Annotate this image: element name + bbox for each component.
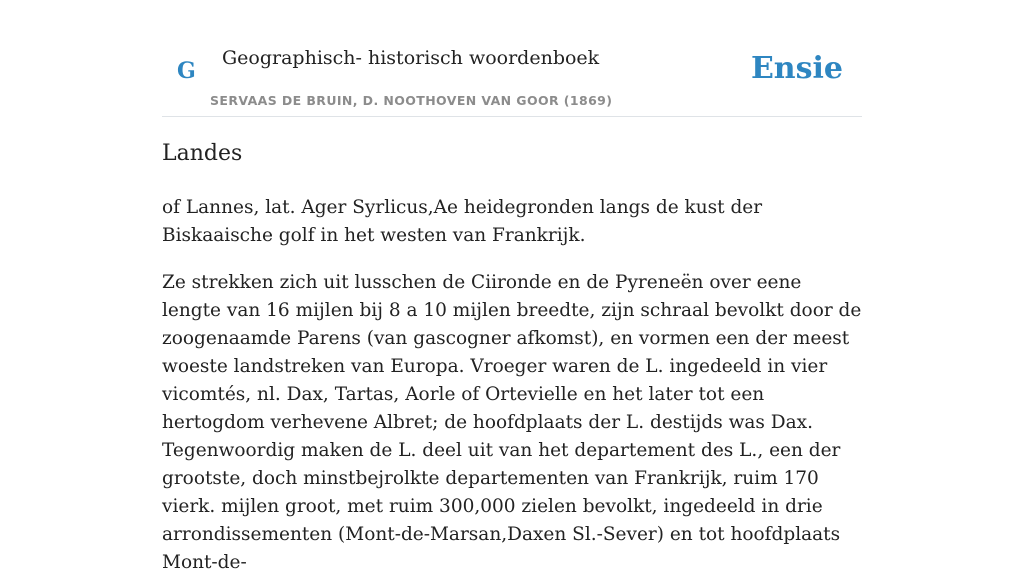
brand-logo[interactable]: Ensie <box>750 51 843 86</box>
book-author: SERVAAS DE BRUIN, D. NOOTHOVEN VAN GOOR (1869) <box>210 93 613 108</box>
entry-title: Landes <box>162 141 243 166</box>
article <box>162 138 862 577</box>
article-paragraph: Ze strekken zich uit lusschen de Ciironde en de Pyreneën over eene lengte van 16 mijlen bij 8 a 10 mijlen breedte, zijn schraal bevolkt door de zoogenaamde Parens (van gascogner afkomst), en vormen een der meest woeste landstreken van Europa. Vroeger waren de L. ingedeeld in vier vicomtés, nl. Dax, Tartas, Aorle of Ortevielle en het later tot een hertogdom verhevene Albret; de hoofdplaats der L. destijds was Dax. Tegenwoordig maken de L. deel uit van het departement des L., een der grootste, doch minstbejrolkte departementen van Frankrijk, ruim 170 vierk. mijlen groot, met ruim 300,000 zielen bevolkt, ingedeeld in drie arrondissementen (Mont-de-Marsan,Daxen Sl.-Sever) en tot hoofdplaats Mont-de- <box>162 272 862 573</box>
book-title[interactable]: Geographisch- historisch woordenboek <box>222 47 600 69</box>
article-paragraph: of Lannes, lat. Ager Syrlicus,Ae heidegronden langs de kust der Biskaaische golf in het westen van Frankrijk. <box>162 197 763 246</box>
book-header <box>162 0 862 117</box>
book-logo-letter[interactable]: G <box>177 58 196 84</box>
